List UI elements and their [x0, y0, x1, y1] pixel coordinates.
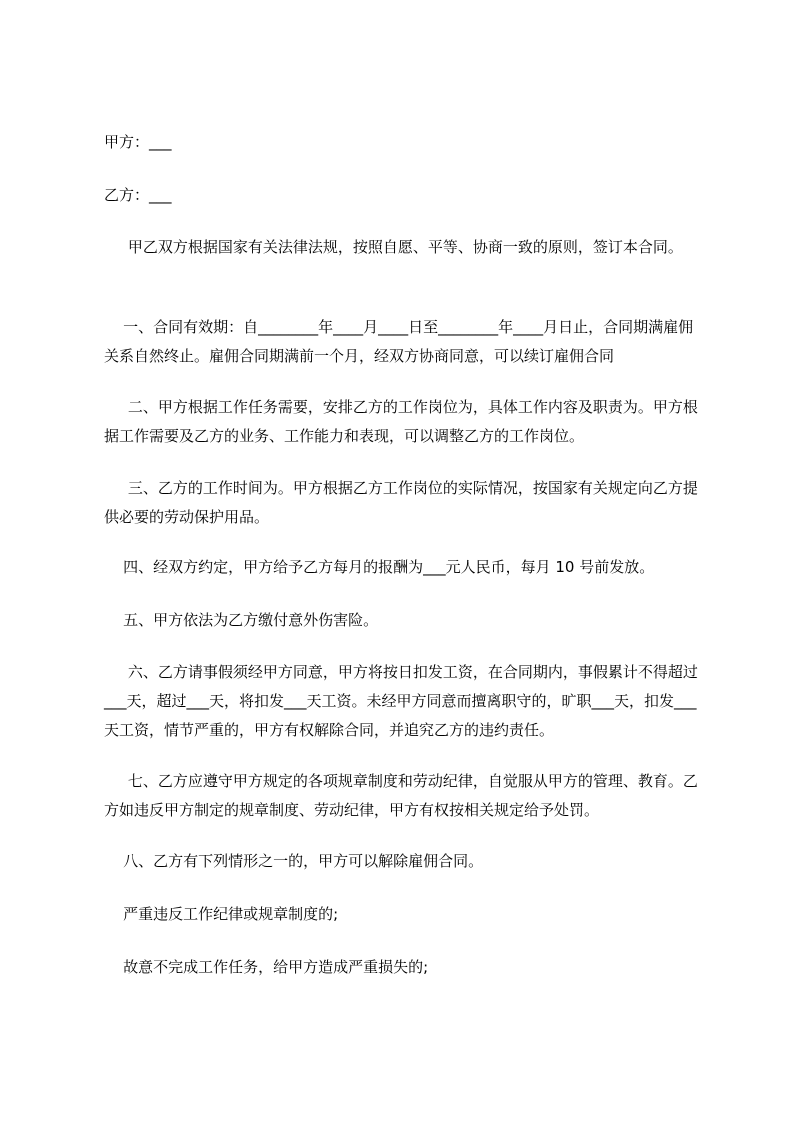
clause-2-position: 二、甲方根据工作任务需要，安排乙方的工作岗位为，具体工作内容及职责为。甲方根据工作需要及乙方的业务、工作能力和表现，可以调整乙方的工作岗位。: [104, 398, 698, 445]
party-b-line: 乙方：___: [104, 186, 172, 204]
termination-item-2: 故意不完成工作任务，给甲方造成严重损失的;: [104, 958, 429, 976]
clause-3-working-hours: 三、乙方的工作时间为。甲方根据乙方工作岗位的实际情况，按国家有关规定向乙方提供必要的劳动保护用品。: [104, 479, 698, 526]
party-a-line: 甲方：___: [104, 133, 172, 151]
clause-8-termination: 八、乙方有下列情形之一的，甲方可以解除雇佣合同。: [104, 852, 484, 870]
clause-4-salary: 四、经双方约定，甲方给予乙方每月的报酬为___元人民币，每月 10 号前发放。: [104, 558, 655, 576]
termination-item-1: 严重违反工作纪律或规章制度的;: [104, 905, 339, 923]
clause-6-leave: 六、乙方请事假须经甲方同意，甲方将按日扣发工资，在合同期内，事假累计不得超过___天，超过___天，将扣发___天工资。未经甲方同意而擅离职守的，旷职___天，扣发___天工资，情节严重的，甲方有权解除合同，并追究乙方的违约责任。: [104, 663, 698, 739]
clause-7-discipline: 七、乙方应遵守甲方规定的各项规章制度和劳动纪律，自觉服从甲方的管理、教育。乙方如违反甲方制定的规章制度、劳动纪律，甲方有权按相关规定给予处罚。: [104, 772, 698, 819]
clause-5-insurance: 五、甲方依法为乙方缴付意外伤害险。: [104, 611, 379, 629]
clause-1-validity: 一、合同有效期：自________年____月____日至________年____月日止，合同期满雇佣关系自然终止。雇佣合同期满前一个月，经双方协商同意，可以续订雇佣合同: [104, 318, 694, 365]
preamble-paragraph: 甲乙双方根据国家有关法律法规，按照自愿、平等、协商一致的原则，签订本合同。: [104, 238, 683, 256]
